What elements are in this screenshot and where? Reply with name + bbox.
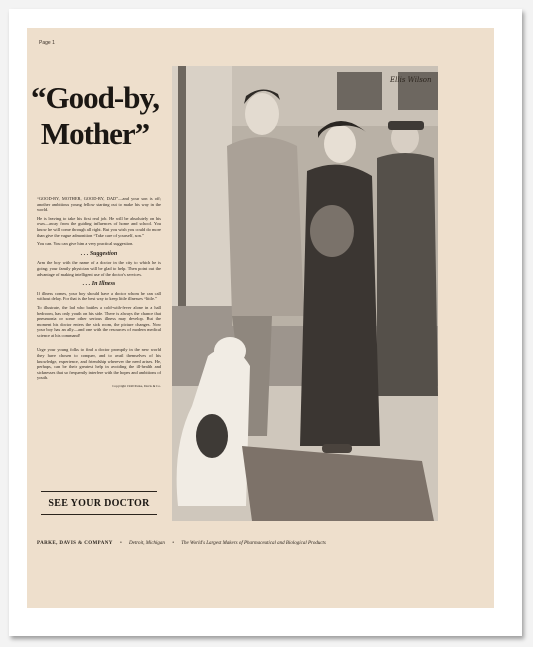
- footer-line: [37, 541, 487, 546]
- body-paragraph: Urge your young folks to find a doctor promptly in the new world they have chosen to conquer, and to avail themselves of his knowledge, experience, and friendship wherever the need arises. He, perhaps, can be their greatest help in avoiding the ill-health and sicknesses that so frequently interfere with the hopes and ambitions of youth.: [37, 347, 161, 381]
- conductor-body: [377, 153, 438, 396]
- door-rail: [178, 66, 186, 306]
- copyright-line: Copyright 1940 Parke, Davis & Co.: [112, 384, 161, 389]
- body-copy: [37, 196, 161, 393]
- cta-text: SEE YOUR DOCTOR: [48, 498, 150, 509]
- terrier-patch: [196, 414, 228, 458]
- magazine-page: [27, 28, 494, 608]
- conductor-cap: [388, 121, 424, 130]
- artist-signature: Ellis Wilson: [390, 76, 432, 84]
- illustration-drawing: [172, 66, 438, 521]
- separator-dot: •: [120, 541, 122, 546]
- page-number: Page 1: [39, 40, 55, 46]
- illustration: [172, 66, 438, 521]
- subheading-suggestion: . . . Suggestion: [80, 250, 118, 257]
- body-paragraph: If illness comes, your boy should have a doctor whom he can call without delay. For that is the best way to keep little illnesses “little.”: [37, 290, 161, 302]
- intro-paragraph: “GOOD-BY, MOTHER, GOOD-BY, DAD”—and your son is off; another ambitious young fellow starting out to make his way in the world.: [37, 196, 161, 213]
- body-paragraph: You can. You can give him a very practical suggestion.: [37, 241, 134, 247]
- body-paragraph: Arm the boy with the name of a doctor in the city to which he is going; your family physician will be glad to help. Then point out the advantage of making intelligent use of the doctor's services.: [37, 260, 161, 277]
- company-location: Detroit, Michigan: [129, 541, 165, 546]
- headline: [31, 80, 159, 152]
- separator-dot: •: [172, 541, 174, 546]
- subheading-illness: . . . In Illness: [82, 281, 116, 288]
- body-paragraph: He is leaving to take his first real job. He will be absolutely on his own—away from the guiding influences of home and school. You know he will come through all right. But you wish you could do more than give the vague admonition “Take care of yourself, son.”: [37, 215, 161, 238]
- terrier-head: [214, 337, 246, 365]
- headline-line-1: “Good-by,: [31, 80, 159, 115]
- company-name: PARKE, DAVIS & COMPANY: [37, 541, 113, 546]
- company-tagline: The World's Largest Makers of Pharmaceutical and Biological Products: [181, 541, 326, 546]
- mother-head: [324, 125, 356, 163]
- train-window: [337, 72, 382, 110]
- son-hat-in-hand: [310, 205, 354, 257]
- suitcase-handle: [322, 444, 352, 453]
- body-paragraph: To illustrate, the lad who battles a cold-with-fever alone in a hall bedroom, has only youth on his side. There is always the chance that pneumonia or some other serious illness may develop. But the moment his doctor enters the sick room, the picture changes. Now your boy has an ally—and one with the resources of modern medical science at his command!: [37, 304, 161, 338]
- son-coat: [227, 137, 304, 316]
- son-head: [245, 93, 279, 135]
- headline-line-2: Mother”: [40, 116, 150, 151]
- cta-rule-bottom: [41, 514, 157, 515]
- cta-rule-top: [41, 491, 157, 492]
